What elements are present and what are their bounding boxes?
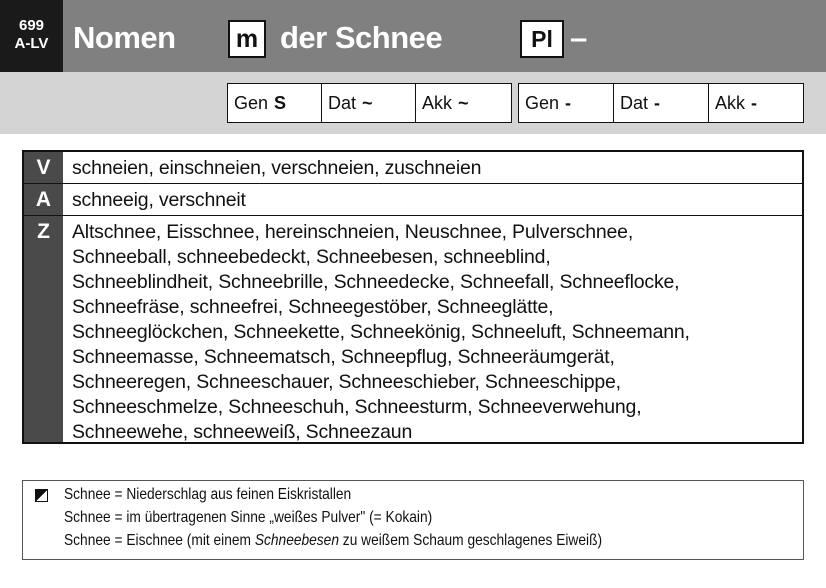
compounds-line: Altschnee, Eisschnee, hereinschneien, Neuschnee, Pulverschnee, xyxy=(72,221,634,243)
case-ending: - xyxy=(751,93,758,113)
meaning-line xyxy=(64,531,602,551)
word-type: Nomen xyxy=(73,20,176,55)
compounds-line: Schneeglöckchen, Schneekette, Schneekönig, Schneeluft, Schneemann, xyxy=(72,321,690,343)
row-label-compounds: Z xyxy=(37,220,50,243)
row-divider xyxy=(24,183,802,184)
headword: der Schnee xyxy=(280,20,443,55)
case-label: Gen xyxy=(234,93,269,113)
word-family-table xyxy=(22,150,804,444)
case-label: Dat xyxy=(328,93,357,113)
entry-level: A-LV xyxy=(14,35,49,52)
case-ending: ~ xyxy=(362,93,373,113)
meaning-text: zu weißem Schaum geschlagenes Eiweiß) xyxy=(338,532,603,549)
compounds-line: Schneeball, schneebedeckt, Schneebesen, schneeblind, xyxy=(72,246,551,268)
compounds-line: Schneefräse, schneefrei, Schneegestöber, Schneeglätte, xyxy=(72,296,554,318)
compounds-line: Schneeschmelze, Schneeschuh, Schneesturm, Schneeverwehung, xyxy=(72,396,642,418)
singular-genitive xyxy=(227,83,323,123)
compounds-line: Schneemasse, Schneematsch, Schneepflug, Schneeräumgerät, xyxy=(72,346,615,368)
case-ending: - xyxy=(565,93,572,113)
singular-accusative xyxy=(415,83,512,123)
plural-genitive xyxy=(518,83,615,123)
compounds-line: Schneeregen, Schneeschauer, Schneeschieber, Schneeschippe, xyxy=(72,371,621,393)
compounds-line: Schneeblindheit, Schneebrille, Schneedecke, Schneefall, Schneeflocke, xyxy=(72,271,680,293)
row-divider xyxy=(24,215,802,216)
case-label: Gen xyxy=(525,93,560,113)
case-ending: - xyxy=(654,93,661,113)
plural-dative xyxy=(613,83,710,123)
plural-value: – xyxy=(570,20,588,55)
meanings-box xyxy=(22,480,804,560)
row-label-adjectives: A xyxy=(35,188,52,211)
case-label: Akk xyxy=(422,93,453,113)
plural-accusative xyxy=(708,83,804,123)
case-ending: S xyxy=(274,93,287,113)
meaning-line: Schnee = im übertragenen Sinne „weißes Pulver" (= Kokain) xyxy=(64,509,433,526)
entry-number: 699 xyxy=(18,17,45,34)
plural-box: Pl xyxy=(520,20,564,58)
case-label: Dat xyxy=(620,93,649,113)
singular-dative xyxy=(321,83,417,123)
verbs-text: schneien, einschneien, verschneien, zuschneien xyxy=(72,157,482,179)
entry-id-box xyxy=(0,0,63,72)
meaning-text: Schnee = Eischnee (mit einem xyxy=(64,532,255,549)
compounds-line: Schneewehe, schneeweiß, Schneezaun xyxy=(72,421,413,443)
compounds-text xyxy=(72,220,796,445)
case-ending: ~ xyxy=(458,93,469,113)
meaning-marker-icon xyxy=(35,489,48,502)
gender-box: m xyxy=(228,20,266,58)
adjectives-text: schneeig, verschneit xyxy=(72,189,246,211)
meaning-italic-term: Schneebesen xyxy=(254,532,339,549)
meaning-line: Schnee = Niederschlag aus feinen Eiskristallen xyxy=(64,486,352,503)
row-label-verbs: V xyxy=(36,156,51,179)
case-label: Akk xyxy=(715,93,746,113)
